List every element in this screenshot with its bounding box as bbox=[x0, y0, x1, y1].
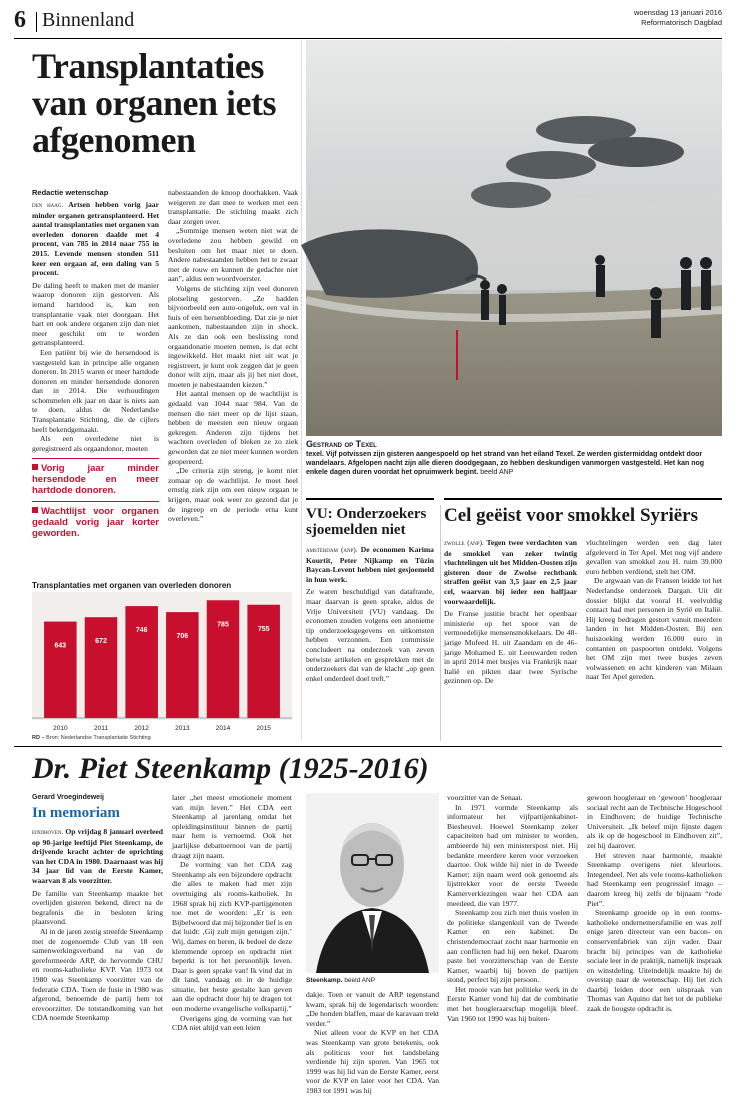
bar-label-2011: 672 bbox=[95, 638, 107, 646]
obituary-paragraph: dakje. Toen er vanuit de ARP tegenstand kwam, sprak hij de legendarisch woorden: „De honden blaffen, maar de karavaan trekt verder.” bbox=[306, 990, 439, 1028]
obituary-column-3 bbox=[306, 990, 439, 1096]
bar-2011 bbox=[85, 617, 118, 718]
obituary-paragraph: In 1971 vormde Steenkamp als informateur het vijfpartijenkabinet-Biesheuvel. Hoewel Steenkamp zeker capaciteiten had om minister te worden, ambieerde hij een ministerspost niet. Hij bedankte meerdere keren voor verzoeken daartoe. Ook wilde hij niet in de Tweede Kamer; zijn naam werd ook genoemd als lijsttrekker voor de eerste Tweede Kamerverkiezingen waar het CDA aan meedeed, die van 1977. bbox=[447, 802, 578, 908]
lead-paragraph: „Sommige mensen weten niet wat de overledene zou hebben gewild en besluiten om het maar niet te doen. Andere nabestaanden hebben het te zwaar met de rouw en kunnen de gedachte niet aan”, aldus een woordvoerster. bbox=[168, 226, 298, 284]
paper-name: Reformatorisch Dagblad bbox=[641, 18, 722, 27]
bar-label-2013: 706 bbox=[176, 633, 189, 641]
portrait-photo bbox=[306, 793, 439, 973]
obituary-paragraph: Al in de jaren zestig streefde Steenkamp met de zogenoemde Club van 18 een samenwerkingsverband na van de gereformeerde ARP, de hervormde CHU en rooms-katholieke KVP. Van 1973 tot 1980 was Steenkamp voorzitter van de federatie CDA. Toen de fusie in 1980 was afgerond, benoemde de partij hem tot erevoorzitter. De totstandkoming van het CDA noemde Steenkamp bbox=[32, 926, 163, 1023]
syria-column-2 bbox=[586, 538, 722, 682]
lead-intro bbox=[32, 200, 159, 278]
caption-title: Gestrand op Texel bbox=[306, 439, 377, 449]
bar-label-2015: 755 bbox=[257, 625, 270, 633]
obituary-byline: Gerard Vroegindeweij bbox=[32, 794, 104, 801]
syria-paragraph: De Franse justitie bracht het openbaar ministerie op het spoor van de vermoedelijke mensensmokkelaars. De 48-jarige Mufeed H. uit Zaandam en de 46-jarige Mohamed E. uit Leeuwarden reden in april 2014 met busjes via Frankrijk naar Italië en pikten daar twee Syrische gezinnen op. De bbox=[444, 609, 577, 686]
article-rule bbox=[306, 498, 434, 500]
obituary-paragraph: Steenkamp groeide op in een rooms-katholieke ondernemersfamilie en was zelf enige jaren directeur van een bacon- en conservenfabriek van zijn vader. Daar bracht hij principes van de katholieke sociale leer in de praktijk, namelijk inspraak en winstdeling. Uiteindelijk maakte hij de overstap naar de wetenschap. Hij liet zich daarbij leiden door een uitspraak van Thomas van Aquino dat het tot de publieke zaak de hoogste opdracht is. bbox=[587, 908, 722, 1014]
lead-paragraph: De daling heeft te maken met de manier waarop donoren zijn gestorven. Als iemand hartdood is, kan een transplantatie vaak niet doorgaan. Het hart en ook andere organen zijn dan niet meer geschikt om te worden getransplanteerd. bbox=[32, 280, 159, 348]
section-title: Binnenland bbox=[42, 9, 135, 31]
photo-caption bbox=[306, 440, 722, 477]
vu-intro bbox=[306, 545, 434, 584]
obituary-dateline: eindhoven. bbox=[32, 828, 64, 836]
header-date bbox=[634, 8, 722, 28]
obituary-paragraph: Steenkamp zou zich niet thuis voelen in de politieke slangenkuil van de Tweede Kamer en een kabinet. De christendemocraat zocht naar harmonie en aan conflicten had hij een hekel. Daarom paste het voorzitterschap van de Eerste Kamer, waarbij hij boven de partijen stond, perfect bij zijn persoon. bbox=[447, 908, 578, 985]
portrait-credit: beeld ANP bbox=[344, 977, 376, 984]
lead-paragraph: Een patiënt bij wie de hersendood is vastgesteld kan in principe alle organen doneren. In 2015 waren er meer hartdode donoren en minder hersendode donoren dan in 2014. Die verhoudingen schommelen elk jaar en daar is niets aan te doen, aldus de Nederlandse Transplantatie Stichting, die de cijfers heeft bekendgemaakt. bbox=[32, 347, 159, 434]
syria-intro bbox=[444, 538, 577, 606]
chart-source-text: Bron: Nederlandse Transplantatie Stichting bbox=[46, 735, 151, 741]
pull-rule bbox=[32, 458, 159, 459]
obituary-column-4 bbox=[447, 793, 578, 1023]
column-divider bbox=[440, 505, 441, 741]
lead-paragraph: Volgens de stichting zijn veel donoren plotseling gestorven. „Ze hadden bijvoorbeeld een auto-ongeluk, een val in huis of een hersenbloeding. Dat zie je niet aankomen, nabestaanden zijn in shock. Als ze dan ook een beslissing rond orgaandonatie moeten nemen, is dat echt ingewikkeld. Het maakt niet uit wat je registreert, je kunt ook zeggen dat je geen donor wilt zijn, maar als jij het niet doet, moeten je nabestaanden kiezen.” bbox=[168, 283, 298, 389]
obituary-intro-text: Op vrijdag 8 januari overleed op 90-jarige leeftijd Piet Steenkamp, de drijvende kracht achter de oprichting van het CDA in 1980. Daarnaast was hij 34 jaar lid van de Eerste Kamer, waarvan 8 als voorzitter. bbox=[32, 827, 163, 885]
obituary-column-1 bbox=[32, 827, 163, 1023]
obituary-paragraph: Het mooie van het politieke werk in de Eerste Kamer vond hij dat de combinatie met het hoogleraarschap mogelijk bleef. Van 1960 tot 1990 was hij buiten- bbox=[447, 984, 578, 1023]
header-divider bbox=[36, 12, 37, 32]
obituary-headline: Dr. Piet Steenkamp (1925-2016) bbox=[32, 752, 429, 785]
obituary-paragraph: Het streven naar harmonie, maakte Steenkamp overigens niet kleurloos. Integendeel. Net als vele rooms-katholieken had Steenkamp een progressief imago –daarom kreeg hij zelfs de bijnaam “rode Piet”. bbox=[587, 850, 722, 908]
bar-label-2014: 785 bbox=[217, 621, 229, 629]
chart-source-tag: RD – bbox=[32, 735, 45, 741]
obituary-paragraph: voorzitter van de Senaat. bbox=[447, 793, 523, 802]
lead-column-1 bbox=[32, 200, 159, 539]
obituary-paragraph: later „het meest emotionele moment van mijn leven.” Het CDA eert Steenkamp al jarenlang omdat het opleidingsinstituut binnen de partij naar hem is vernoemd. Ook het jaarlijkse debattoernooi van de partij draagt zijn naam. bbox=[172, 793, 292, 860]
pull-quote: Wachtlijst voor organen gedaald vorig jaar korter geworden. bbox=[32, 506, 159, 540]
page-number: 6 bbox=[14, 7, 26, 33]
bar-2014 bbox=[207, 600, 240, 718]
bar-chart bbox=[32, 592, 292, 732]
pull-quote: Vorig jaar minder hersendode en meer hartdode donoren. bbox=[32, 463, 159, 497]
portrait-image bbox=[306, 793, 439, 973]
obituary-paragraph: De vorming van het CDA zag Steenkamp als een bijzondere opdracht die alles te maken had met zijn overtuiging als rooms-katholiek. In 1968 sprak hij zich KVP-partijgenoten toe met de woorden: „Er is een Bijbelwoord dat mij bijzonder lief is en dat luidt: ‚Gij zult mijn getuigen zijn.’ Wij, dames en heren, ik bedoel de deze klemmende oproep en opdracht niet beperkt is tot het persoonlijk leven. Daar is geen sprake van! Ik vind dat in dit land, vandaag en in de huidige situatie, het beste gestalte kan geven aan die opdracht door hij te dragen tot een moderne evangelische volkspartij.” bbox=[172, 860, 292, 1014]
x-tick-2015: 2015 bbox=[256, 725, 271, 732]
obituary-column-2 bbox=[172, 793, 292, 1033]
issue-date: woensdag 13 januari 2016 bbox=[634, 8, 722, 17]
header-rule bbox=[14, 38, 722, 39]
bar-2012 bbox=[125, 606, 158, 718]
syria-dateline: zwolle (anp). bbox=[444, 539, 484, 547]
lead-column-2 bbox=[168, 188, 298, 524]
pull-rule bbox=[32, 501, 159, 502]
obituary-paragraph: Overigens ging de vorming van het CDA niet altijd van een leien bbox=[172, 1013, 292, 1033]
section-rule bbox=[14, 746, 722, 747]
lead-paragraph: Als een overledene niet is geregistreerd als orgaandonor, moeten bbox=[32, 434, 159, 453]
lead-intro-text: Artsen hebben vorig jaar minder organen getransplanteerd. Het aantal transplantaties met organen van overleden donoren daalde met 4 procent, van 785 in 2014 naar 755 in 2015. Levende mensen stonden 511 keer een orgaan af, een daling van 5 procent. bbox=[32, 200, 159, 278]
article-rule bbox=[444, 498, 722, 500]
caption-credit: beeld ANP bbox=[480, 469, 514, 476]
syria-paragraph: De argwaan van de Fransen leidde tot het Nederlandse onderzoek Dargan. Uit dit dossier blijkt dat vooral H. veelvuldig contact had met personen in Syrië en Italië. Hij kreeg bedragen gestort vanuit meerdere landen in het Midden-Oosten. Bij een huiszoeking werden 16.000 euro in contanten en paspoorten ontdekt. Volgens het OM zijn met twee busjes zeven volwassenen en acht kinderen van Milaan naar Ter Apel gereden. bbox=[586, 576, 722, 682]
bar-2013 bbox=[166, 612, 199, 718]
vu-headline: VU: Onderzoekers sjoemelden niet bbox=[306, 506, 427, 538]
x-tick-2012: 2012 bbox=[134, 725, 149, 732]
x-tick-2010: 2010 bbox=[53, 725, 68, 732]
chart-source bbox=[32, 735, 151, 741]
portrait-caption bbox=[306, 977, 375, 984]
caption-text: texel. Vijf potvissen zijn gisteren aangespoeld op het strand van het eiland Texel. Ze werden gistermiddag ontdekt door wandelaars. Afgelopen nacht zijn alle dieren doodgegaan, zo hebben deskundigen vanmorgen vastgesteld. Het kan nog enkele dagen duren voordat het opruimwerk begint. bbox=[306, 451, 705, 476]
obituary-paragraph: De familie van Steenkamp maakte het overlijden gisteren bekend, direct na de begrafenis die in besloten kring plaatsvond. bbox=[32, 888, 163, 927]
lead-paragraph: Het aantal mensen op de wachtlijst is gedaald van 1044 naar 984. Van de mensen die niet meer op de lijst staan, hebben de meesten een nieuw orgaan gekregen. Anderen zijn tijdens het wachten overleden of bleken ze zo ziek geworden dat ze niet meer kunnen worden geopereerd. bbox=[168, 389, 298, 466]
obituary-intro bbox=[32, 827, 163, 886]
x-tick-2014: 2014 bbox=[215, 725, 231, 732]
syria-column-1 bbox=[444, 538, 577, 686]
bar-label-2012: 746 bbox=[135, 627, 148, 635]
obituary-paragraph: Niet alleen voor de KVP en het CDA was Steenkamp van grote betekenis, ook als politicus voor het landsbelang verdiende hij zijn sporen. Van 1965 tot 1999 was hij lid van de Eerste Kamer, eerst voor de KVP en later voor het CDA. Van 1983 tot 1991 was hij bbox=[306, 1028, 439, 1095]
lead-byline: Redactie wetenschap bbox=[32, 188, 109, 197]
beached-whales-image bbox=[306, 40, 722, 436]
bullet-square-icon bbox=[32, 507, 38, 513]
obituary-paragraph: gewoon hoogleraar en ‘gewoon’ hoogleraar sociaal recht aan de Technische Hogeschool in Eindhoven; de huidige Technische Universiteit. „Ik beleef mijn fijnste dagen als ik op de hogeschool in Eindhoven zit”, zei hij daarover. bbox=[587, 793, 722, 850]
vu-intro-text: De economen Karima Kourtit, Peter Nijkamp en Tüzin Baycan-Levent hebben niet gesjoemeld in hun werk. bbox=[306, 545, 434, 584]
lead-headline: Transplantaties van organen iets afgenomen bbox=[32, 46, 276, 160]
lead-paragraph: nabestaanden de knoop doorhakken. Vaak weigeren ze dan mee te werken met een transplantatie. De stichting maakt zich daar zorgen over. bbox=[168, 188, 298, 226]
obituary-kicker: In memoriam bbox=[32, 805, 120, 821]
vu-body bbox=[306, 545, 434, 683]
bullet-square-icon bbox=[32, 464, 38, 470]
vu-paragraph: Ze waren beschuldigd van datafraude, maar daarvan is geen sprake, aldus de Vrije Universiteit (VU) vandaag. De economen zouden volgens een anonieme tip onderzoeksgegevens en uitkomsten hebben verzonnen. Een commissie concludeert na onderzoek van zeven betwiste artikelen en gesprekken met de onderzoekers dat van de klacht „op geen enkel onderdeel doel treft.” bbox=[306, 587, 434, 683]
syria-headline: Cel geëist voor smokkel Syriërs bbox=[444, 505, 698, 526]
syria-intro-text: Tegen twee verdachten van de smokkel van zeker twintig vluchtelingen uit het Midden-Oosten zijn gisteren door de Zwolse rechtbank straffen geëist van 3,5 jaar en 2,5 jaar cel, waarvan bij ieder een halfjaar voorwaardelijk. bbox=[444, 538, 577, 606]
x-tick-2011: 2011 bbox=[94, 725, 108, 732]
whale-photo bbox=[306, 40, 722, 436]
lead-dateline: den haag. bbox=[32, 201, 64, 209]
chart-title: Transplantaties met organen van overleden donoren bbox=[32, 581, 232, 590]
portrait-caption-text: Steenkamp. bbox=[306, 977, 343, 984]
x-tick-2013: 2013 bbox=[175, 725, 190, 732]
lead-paragraph: „De criteria zijn streng, je komt niet zomaar op de wachtlijst. Je moet heel ernstig ziek zijn om een nieuw orgaan te krijgen, maar ook weer zo gezond dat je de ingreep en de periode erna kunt overleven.” bbox=[168, 466, 298, 524]
syria-paragraph: vluchtelingen werden een dag later afgeleverd in Ter Apel. Met nog vijf andere gevallen van smokkel zou H. ruim 39.000 euro hebben verdiend, stelt het OM. bbox=[586, 538, 722, 576]
vu-dateline: amsterdam (anp). bbox=[306, 546, 358, 554]
bar-2015 bbox=[247, 605, 280, 718]
bar-label-2010: 643 bbox=[54, 642, 67, 650]
obituary-column-5 bbox=[587, 793, 722, 1014]
bar-2010 bbox=[44, 622, 77, 718]
